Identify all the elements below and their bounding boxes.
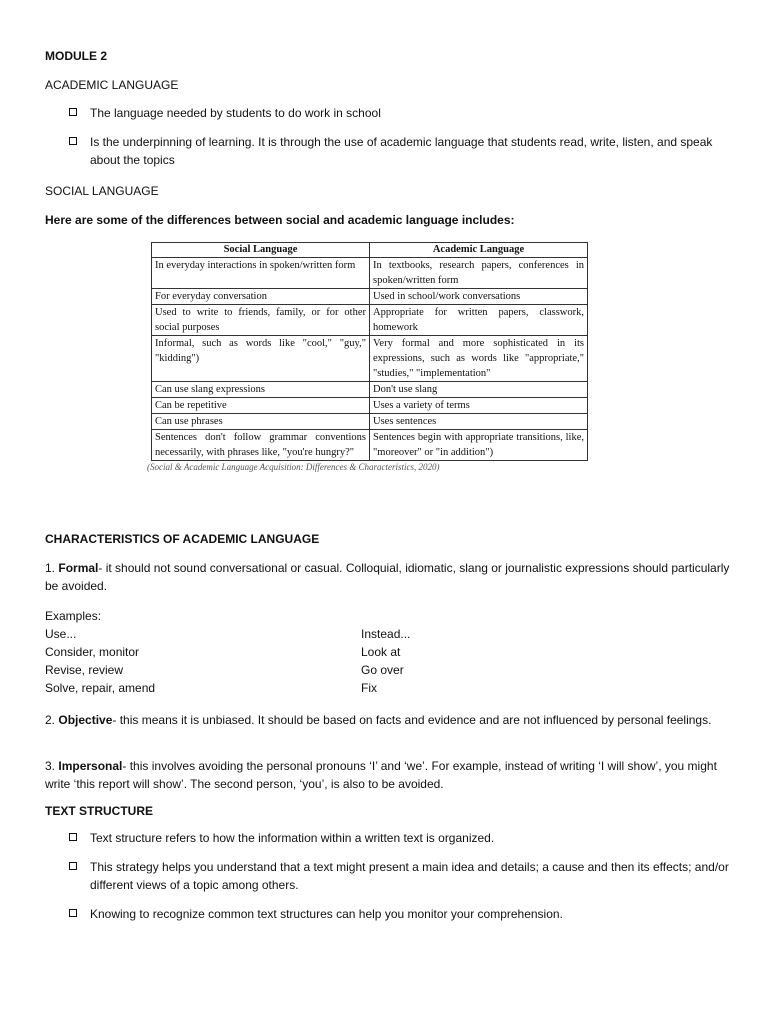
table-cell: Used in school/work conversations (370, 289, 588, 305)
comparison-table-container (147, 242, 637, 473)
module-title: MODULE 2 (45, 49, 108, 63)
table-citation: (Social & Academic Language Acquisition: Differences & Characteristics, 2020) (147, 462, 440, 472)
example-instead: Fix (361, 681, 377, 695)
example-use: Solve, repair, amend (45, 681, 156, 695)
example-instead: Look at (361, 645, 401, 659)
academic-language-heading: ACADEMIC LANGUAGE (45, 78, 179, 92)
example-row (45, 679, 735, 697)
item-text: - this involves avoiding the personal pronouns ‘I’ and ‘we’. For example, instead of writing ‘I will show’, you might write ‘this report will show’. The second person, ‘you’, is also to be avoided. (45, 759, 717, 791)
table-cell: Uses a variety of terms (370, 398, 588, 414)
item-text: - this means it is unbiased. It should be based on facts and evidence and are not influenced by personal feelings. (112, 713, 712, 727)
item-number: 2. (45, 713, 56, 727)
example-use: Revise, review (45, 663, 124, 677)
characteristics-heading: CHARACTERISTICS OF ACADEMIC LANGUAGE (45, 532, 320, 546)
item-text: - it should not sound conversational or casual. Colloquial, idiomatic, slang or journalistic expressions should particularly be avoided. (45, 561, 730, 593)
example-row (45, 661, 735, 679)
list-item (45, 858, 735, 894)
column-header-academic: Academic Language (370, 243, 588, 258)
table-row (152, 430, 588, 461)
bullet-text: Knowing to recognize common text structures can help you monitor your comprehension. (90, 907, 563, 921)
example-instead: Go over (361, 663, 404, 677)
list-item (45, 905, 735, 923)
table-cell: In everyday interactions in spoken/written form (152, 258, 370, 289)
checkbox-bullet-icon (69, 137, 77, 145)
characteristic-objective (45, 711, 735, 729)
bullet-text: Text structure refers to how the information within a written text is organized. (90, 831, 495, 845)
table-cell: Sentences begin with appropriate transitions, like, "moreover" or "in addition") (370, 430, 588, 461)
checkbox-bullet-icon (69, 862, 77, 870)
table-cell: For everyday conversation (152, 289, 370, 305)
table-row (152, 305, 588, 336)
checkbox-bullet-icon (69, 108, 77, 116)
example-use: Use... (45, 627, 77, 641)
example-row (45, 643, 735, 661)
table-cell: In textbooks, research papers, conferences in spoken/written form (370, 258, 588, 289)
checkbox-bullet-icon (69, 909, 77, 917)
item-term: Objective (58, 713, 113, 727)
table-row (152, 382, 588, 398)
item-number: 1. (45, 561, 56, 575)
column-header-social: Social Language (152, 243, 370, 258)
academic-language-bullets (45, 104, 735, 169)
item-term: Formal (58, 561, 99, 575)
table-cell: Informal, such as words like "cool," "guy," "kidding") (152, 336, 370, 382)
example-use: Consider, monitor (45, 645, 140, 659)
differences-intro: Here are some of the differences between social and academic language includes: (45, 213, 515, 227)
comparison-table (151, 242, 588, 461)
table-cell: Can be repetitive (152, 398, 370, 414)
list-item (45, 829, 735, 847)
table-row (152, 258, 588, 289)
examples-label-row (45, 607, 735, 625)
table-header-row (152, 243, 588, 258)
example-instead: Instead... (361, 627, 411, 641)
examples-block (45, 607, 735, 697)
characteristic-formal (45, 559, 735, 595)
item-number: 3. (45, 759, 56, 773)
item-term: Impersonal (58, 759, 123, 773)
table-cell: Used to write to friends, family, or for other social purposes (152, 305, 370, 336)
checkbox-bullet-icon (69, 833, 77, 841)
bullet-text: Is the underpinning of learning. It is through the use of academic language that students read, write, listen, and speak about the topics (90, 135, 713, 167)
example-row (45, 625, 735, 643)
list-item (45, 104, 735, 122)
table-row (152, 289, 588, 305)
table-cell: Sentences don't follow grammar conventions necessarily, with phrases like, "you're hungry?" (152, 430, 370, 461)
table-cell: Appropriate for written papers, classwork, homework (370, 305, 588, 336)
table-row (152, 336, 588, 382)
bullet-text: The language needed by students to do work in school (90, 106, 381, 120)
text-structure-bullets (45, 829, 735, 923)
table-cell: Very formal and more sophisticated in its expressions, such as words like "appropriate," "studies," "implementation" (370, 336, 588, 382)
table-cell: Can use phrases (152, 414, 370, 430)
characteristic-impersonal (45, 757, 735, 793)
list-item (45, 133, 735, 169)
table-cell: Can use slang expressions (152, 382, 370, 398)
table-row (152, 398, 588, 414)
table-cell: Don't use slang (370, 382, 588, 398)
examples-label: Examples: (45, 609, 102, 623)
table-row (152, 414, 588, 430)
social-language-heading: SOCIAL LANGUAGE (45, 184, 159, 198)
text-structure-heading: TEXT STRUCTURE (45, 804, 153, 818)
bullet-text: This strategy helps you understand that a text might present a main idea and details; a cause and then its effects; and/or different views of a topic among others. (90, 860, 729, 892)
table-cell: Uses sentences (370, 414, 588, 430)
